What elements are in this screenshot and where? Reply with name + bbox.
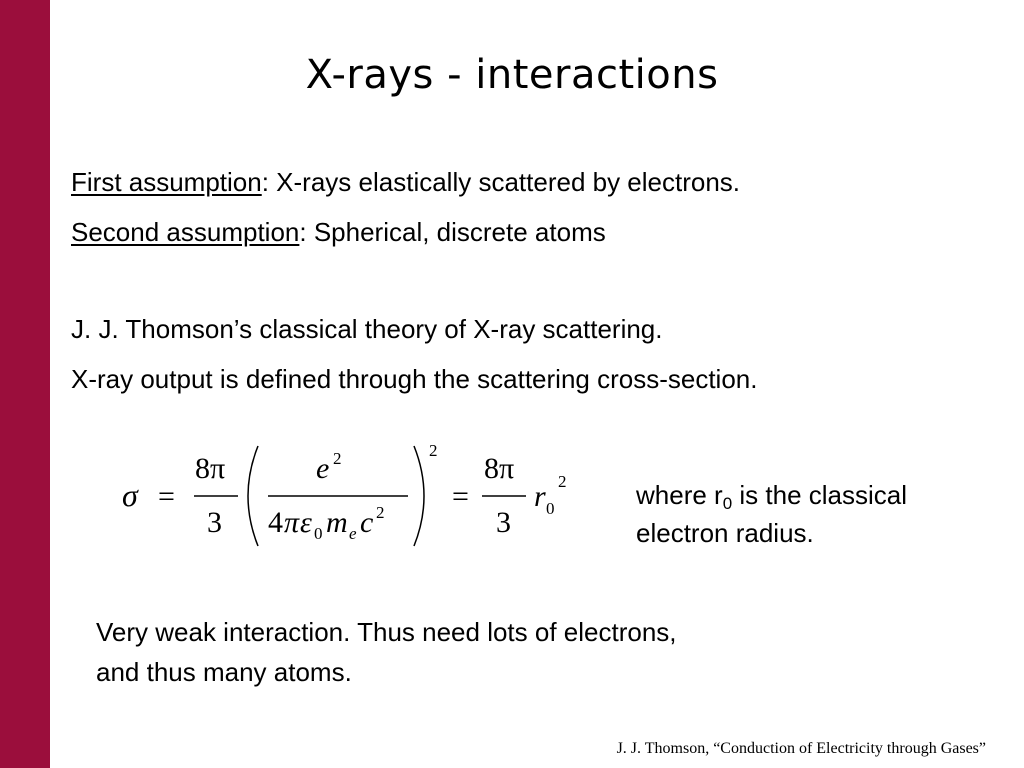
equals-sign-1: = xyxy=(158,480,175,513)
first-assumption-line xyxy=(71,167,740,198)
inner-den-exponent: 2 xyxy=(376,503,385,522)
classical-radius-note xyxy=(636,476,907,552)
citation-footer: J. J. Thomson, “Conduction of Electricity through Gases” xyxy=(616,740,986,757)
r-subscript: 0 xyxy=(546,499,555,518)
left-paren xyxy=(248,446,258,546)
right-paren xyxy=(414,446,424,546)
second-assumption-label: Second assumption xyxy=(71,217,300,247)
first-assumption-label: First assumption xyxy=(71,167,262,197)
sigma-symbol: σ xyxy=(122,477,138,513)
first-assumption-text: : X-rays elastically scattered by electrons. xyxy=(261,167,741,197)
conclusion-text xyxy=(96,612,677,692)
cross-section-line: X-ray output is defined through the scattering cross-section. xyxy=(71,364,758,394)
note-line-1 xyxy=(636,476,907,514)
second-assumption-text: : Spherical, discrete atoms xyxy=(299,217,606,247)
second-assumption-line xyxy=(71,217,606,248)
fraction1-denominator: 3 xyxy=(207,506,222,539)
conclusion-line-1: Very weak interaction. Thus need lots of electrons, xyxy=(96,617,677,647)
inner-den-pi: π xyxy=(284,506,300,539)
slide-title: X-rays - interactions xyxy=(305,52,719,98)
r-exponent: 2 xyxy=(558,472,567,491)
inner-den-m: m xyxy=(326,506,348,539)
fraction1-numerator: 8π xyxy=(195,452,226,485)
r-symbol: r xyxy=(534,480,546,513)
note-line1-pre: where r xyxy=(636,480,723,510)
equals-sign-2: = xyxy=(452,480,469,513)
inner-den-m-sub: e xyxy=(349,524,357,543)
left-accent-bar xyxy=(0,0,50,768)
inner-den-epsilon: ε xyxy=(300,506,312,539)
note-line1-sub: 0 xyxy=(722,494,733,513)
inner-den-epsilon-sub: 0 xyxy=(314,524,323,543)
inner-numerator-e: e xyxy=(316,452,330,485)
fraction3-denominator: 3 xyxy=(496,506,511,539)
note-line-2: electron radius. xyxy=(636,518,814,548)
thomson-theory-line: J. J. Thomson’s classical theory of X-ray scattering. xyxy=(71,314,663,344)
inner-numerator-exponent: 2 xyxy=(333,449,342,468)
fraction3-numerator: 8π xyxy=(484,452,515,485)
conclusion-line-2: and thus many atoms. xyxy=(96,657,352,687)
note-line1-post: is the classical xyxy=(732,480,908,510)
inner-den-c: c xyxy=(360,506,374,539)
outer-exponent: 2 xyxy=(429,441,438,460)
thomson-cross-section-equation xyxy=(120,436,590,556)
inner-den-4: 4 xyxy=(268,506,283,539)
